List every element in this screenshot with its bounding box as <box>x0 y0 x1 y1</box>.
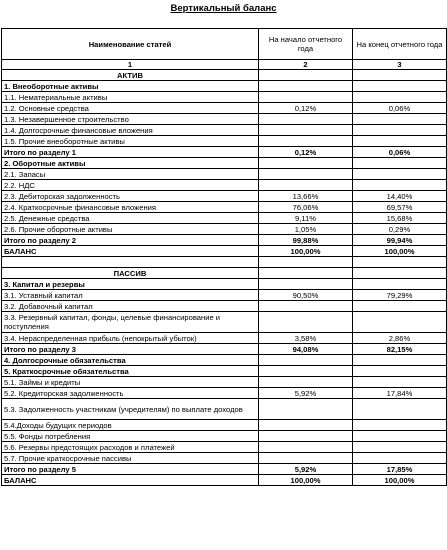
row-label: 2.6. Прочие оборотные активы <box>2 224 259 235</box>
row-label: 5.3. Задолженность участникам (учредителям) по выплате доходов <box>2 399 259 420</box>
table-row <box>2 114 447 125</box>
section-passiv-title: ПАССИВ <box>2 268 259 279</box>
row-end-value <box>353 399 447 420</box>
row-begin-value: 9,11% <box>259 213 353 224</box>
row-begin-value <box>259 355 353 366</box>
row-label: Итого по разделу 3 <box>2 344 259 355</box>
row-label: 2.4. Краткосрочные финансовые вложения <box>2 202 259 213</box>
row-label: 5.1. Займы и кредиты <box>2 377 259 388</box>
section-aktiv-title: АКТИВ <box>2 70 259 81</box>
table-row <box>2 431 447 442</box>
row-end-value <box>353 377 447 388</box>
row-begin-value: 94,08% <box>259 344 353 355</box>
row-end-value <box>353 158 447 169</box>
column-number-row <box>2 60 447 70</box>
row-label: 4. Долгосрочные обязательства <box>2 355 259 366</box>
row-begin-value <box>259 420 353 431</box>
row-label: 3.4. Нераспределенная прибыль (непокрытый убыток) <box>2 333 259 344</box>
table-row <box>2 333 447 344</box>
row-label: 3.2. Добавочный капитал <box>2 301 259 312</box>
row-begin-value: 3,58% <box>259 333 353 344</box>
row-begin-value <box>259 92 353 103</box>
row-begin-value: 76,06% <box>259 202 353 213</box>
row-end-value: 15,68% <box>353 213 447 224</box>
row-begin-value: 0,12% <box>259 103 353 114</box>
section-passiv-row <box>2 268 447 279</box>
row-label: 5.2. Кредиторская задолженность <box>2 388 259 399</box>
row-end-value <box>353 312 447 333</box>
row-label: 3.1. Уставный капитал <box>2 290 259 301</box>
table-row <box>2 147 447 158</box>
header-row <box>2 29 447 60</box>
column-number-3: 3 <box>353 60 447 70</box>
table-row <box>2 103 447 114</box>
row-end-value: 0,29% <box>353 224 447 235</box>
row-begin-value: 13,66% <box>259 191 353 202</box>
row-end-value <box>353 366 447 377</box>
row-begin-value <box>259 442 353 453</box>
row-end-value <box>353 301 447 312</box>
table-row <box>2 246 447 257</box>
row-label: 1.3. Незавершенное строительство <box>2 114 259 125</box>
header-end: На конец отчетного года <box>353 29 447 60</box>
table-row <box>2 366 447 377</box>
row-label: 5. Краткосрочные обязательства <box>2 366 259 377</box>
row-end-value: 2,86% <box>353 333 447 344</box>
row-label: 1.1. Нематериальные активы <box>2 92 259 103</box>
column-number-1: 1 <box>2 60 259 70</box>
row-begin-value <box>259 366 353 377</box>
row-end-value <box>353 442 447 453</box>
table-row <box>2 344 447 355</box>
row-end-value <box>353 136 447 147</box>
row-end-value: 0,06% <box>353 103 447 114</box>
table-row <box>2 442 447 453</box>
row-label: БАЛАНС <box>2 475 259 486</box>
row-end-value <box>353 169 447 180</box>
row-begin-value <box>259 453 353 464</box>
header-begin: На начало отчетного года <box>259 29 353 60</box>
row-label: 1.2. Основные средства <box>2 103 259 114</box>
table-row <box>2 235 447 246</box>
row-begin-value <box>259 169 353 180</box>
row-end-value <box>353 125 447 136</box>
table-row <box>2 279 447 290</box>
spacer-row <box>2 257 447 268</box>
row-end-value: 17,85% <box>353 464 447 475</box>
row-label: 2.1. Запасы <box>2 169 259 180</box>
row-end-value: 100,00% <box>353 475 447 486</box>
row-begin-value: 90,50% <box>259 290 353 301</box>
table-row <box>2 158 447 169</box>
row-label: 2. Оборотные активы <box>2 158 259 169</box>
row-begin-value <box>259 312 353 333</box>
table-row <box>2 202 447 213</box>
table-row <box>2 290 447 301</box>
row-end-value <box>353 453 447 464</box>
row-begin-value: 5,92% <box>259 388 353 399</box>
row-label: 5.5. Фонды потребления <box>2 431 259 442</box>
column-number-2: 2 <box>259 60 353 70</box>
row-begin-value <box>259 114 353 125</box>
table-row <box>2 453 447 464</box>
table-row <box>2 92 447 103</box>
row-begin-value: 1,05% <box>259 224 353 235</box>
row-end-value: 100,00% <box>353 246 447 257</box>
table-row <box>2 81 447 92</box>
table-row <box>2 355 447 366</box>
row-label: 1. Внеоборотные активы <box>2 81 259 92</box>
row-begin-value <box>259 158 353 169</box>
row-end-value: 17,84% <box>353 388 447 399</box>
row-label: Итого по разделу 5 <box>2 464 259 475</box>
row-label: БАЛАНС <box>2 246 259 257</box>
row-begin-value: 99,88% <box>259 235 353 246</box>
row-begin-value <box>259 180 353 191</box>
row-begin-value: 0,12% <box>259 147 353 158</box>
table-row <box>2 125 447 136</box>
row-end-value <box>353 180 447 191</box>
table-row <box>2 213 447 224</box>
row-label: 5.7. Прочие краткосрочные пассивы <box>2 453 259 464</box>
row-end-value <box>353 420 447 431</box>
row-end-value: 14,40% <box>353 191 447 202</box>
row-end-value <box>353 355 447 366</box>
row-end-value <box>353 81 447 92</box>
table-row <box>2 377 447 388</box>
table-row <box>2 420 447 431</box>
header-name: Наименование статей <box>2 29 259 60</box>
row-begin-value <box>259 301 353 312</box>
row-end-value: 69,57% <box>353 202 447 213</box>
row-label: Итого по разделу 1 <box>2 147 259 158</box>
row-begin-value <box>259 81 353 92</box>
balance-table <box>1 28 447 486</box>
row-begin-value: 100,00% <box>259 475 353 486</box>
row-label: 2.3. Дебиторская задолженность <box>2 191 259 202</box>
row-label: 5.4.Доходы будущих периодов <box>2 420 259 431</box>
row-end-value: 79,29% <box>353 290 447 301</box>
row-label: 3.3. Резервный капитал, фонды, целевые финансирование и поступления <box>2 312 259 333</box>
row-label: 2.2. НДС <box>2 180 259 191</box>
table-row <box>2 136 447 147</box>
table-row <box>2 224 447 235</box>
row-begin-value <box>259 279 353 290</box>
table-row <box>2 312 447 333</box>
row-label: 5.6. Резервы предстоящих расходов и платежей <box>2 442 259 453</box>
row-end-value: 82,15% <box>353 344 447 355</box>
row-label: 1.5. Прочие внеоборотные активы <box>2 136 259 147</box>
row-end-value: 0,06% <box>353 147 447 158</box>
table-row <box>2 169 447 180</box>
row-begin-value: 100,00% <box>259 246 353 257</box>
row-label: 1.4. Долгосрочные финансовые вложения <box>2 125 259 136</box>
table-row <box>2 388 447 399</box>
table-row <box>2 399 447 420</box>
row-end-value <box>353 279 447 290</box>
row-end-value <box>353 114 447 125</box>
table-row <box>2 464 447 475</box>
row-end-value <box>353 92 447 103</box>
row-label: 3. Капитал и резервы <box>2 279 259 290</box>
row-end-value <box>353 431 447 442</box>
row-begin-value <box>259 377 353 388</box>
row-end-value: 99,94% <box>353 235 447 246</box>
row-begin-value <box>259 136 353 147</box>
row-begin-value <box>259 399 353 420</box>
page-title: Вертикальный баланс <box>170 3 277 14</box>
table-row <box>2 191 447 202</box>
row-begin-value <box>259 431 353 442</box>
row-label: Итого по разделу 2 <box>2 235 259 246</box>
table-row <box>2 301 447 312</box>
row-begin-value: 5,92% <box>259 464 353 475</box>
section-aktiv-row <box>2 70 447 81</box>
table-row <box>2 475 447 486</box>
table-row <box>2 180 447 191</box>
row-label: 2.5. Денежные средства <box>2 213 259 224</box>
row-begin-value <box>259 125 353 136</box>
